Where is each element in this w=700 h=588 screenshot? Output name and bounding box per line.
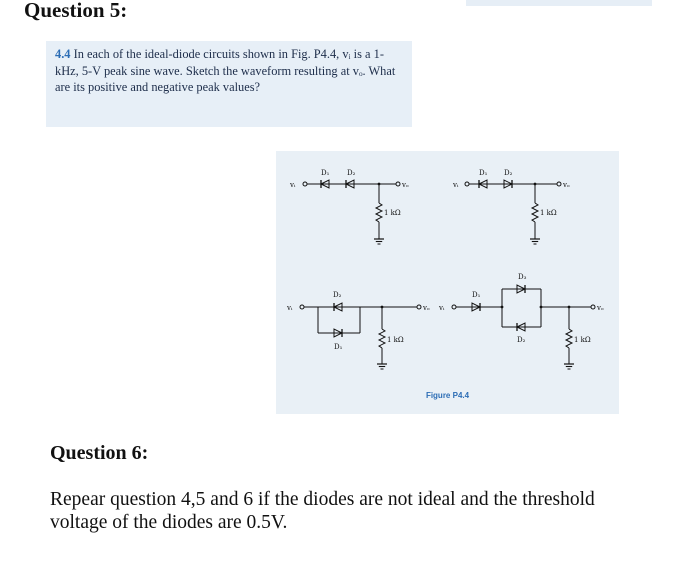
- input-label: vᵢ: [439, 304, 445, 312]
- figure-p4-4: [276, 151, 619, 414]
- input-label: vᵢ: [287, 304, 293, 312]
- figure-caption: Figure P4.4: [425, 391, 470, 400]
- diode-label-d1: D₁: [334, 343, 343, 351]
- question-6-heading: Question 6:: [50, 442, 149, 464]
- input-label: vᵢ: [453, 181, 459, 189]
- resistor-label: 1 kΩ: [384, 209, 401, 217]
- circuit-diagrams: [276, 151, 619, 414]
- question-6-text: Repear question 4,5 and 6 if the diodes are not ideal and the threshold voltage of the diodes are 0.5V.: [50, 489, 595, 533]
- problem-statement: [55, 46, 407, 96]
- diode-label-d1: D₁: [321, 169, 330, 177]
- output-label: vₒ: [563, 181, 570, 189]
- output-label: vₒ: [597, 304, 604, 312]
- resistor-label: 1 kΩ: [574, 336, 591, 344]
- top-highlight-bar: [466, 0, 652, 6]
- problem-box: [46, 41, 412, 127]
- question-5-heading: Question 5:: [24, 0, 128, 22]
- diode-label-d2: D₂: [504, 169, 513, 177]
- diode-label-d1: D₁: [472, 291, 481, 299]
- diode-label-d2: D₂: [333, 291, 342, 299]
- problem-number: 4.4: [55, 47, 71, 61]
- problem-text: In each of the ideal-diode circuits shown in Fig. P4.4, vᵢ is a 1-kHz, 5-V peak sine wave. Sketch the waveform resulting at vₒ. What are its positive and negative peak values?: [55, 47, 396, 94]
- diode-label-d2: D₂: [517, 336, 526, 344]
- diode-label-d3: D₃: [518, 273, 527, 281]
- circuit-labels: [286, 169, 604, 351]
- resistor-label: 1 kΩ: [540, 209, 557, 217]
- input-label: vᵢ: [290, 181, 296, 189]
- output-label: vₒ: [423, 304, 430, 312]
- diode-label-d1: D₁: [479, 169, 488, 177]
- output-label: vₒ: [402, 181, 409, 189]
- resistor-label: 1 kΩ: [387, 336, 404, 344]
- diode-label-d2: D₂: [347, 169, 356, 177]
